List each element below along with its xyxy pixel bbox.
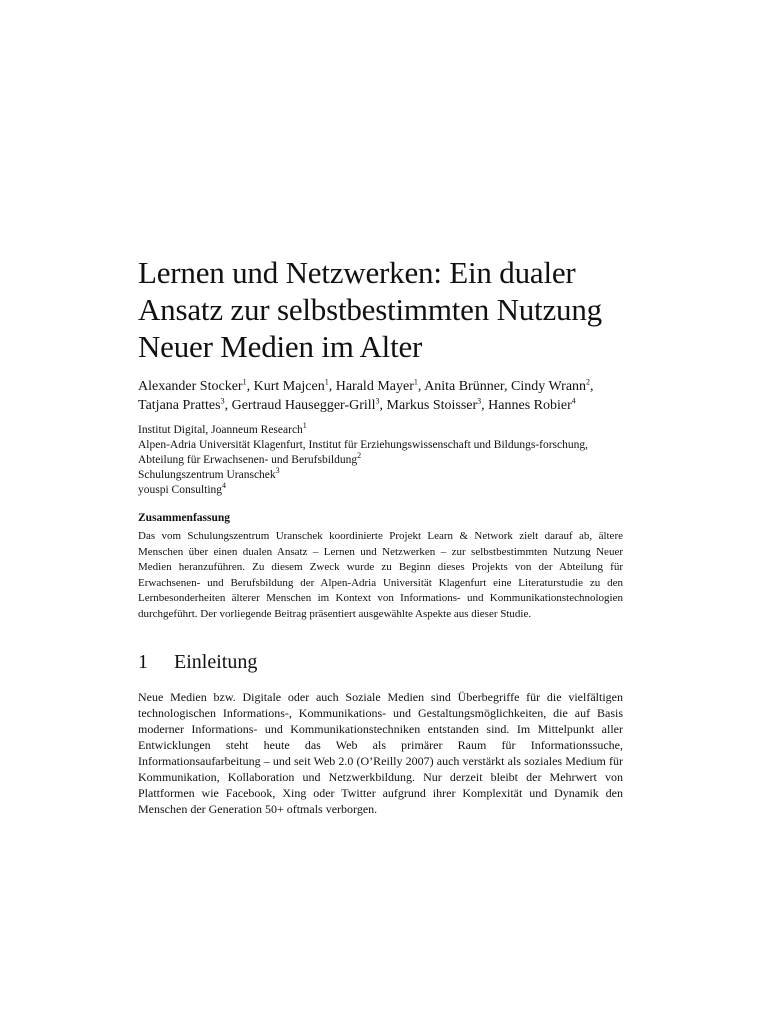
author-affiliation-marker: 1 xyxy=(324,377,329,387)
affiliation-marker: 3 xyxy=(275,466,280,476)
author-name: Kurt Majcen xyxy=(253,379,325,394)
author-name: Tatjana Prattes xyxy=(138,398,221,413)
author-separator: , xyxy=(379,398,387,413)
section-heading xyxy=(138,649,623,675)
author-affiliation-marker: 3 xyxy=(375,396,380,406)
author-list xyxy=(138,377,623,415)
affiliation-marker: 1 xyxy=(302,421,307,431)
author-name: Markus Stoisser xyxy=(386,398,478,413)
author-affiliation-marker: 1 xyxy=(242,377,247,387)
title-line: Neuer Medien im Alter xyxy=(138,329,423,364)
abstract-heading: Zusammenfassung xyxy=(138,512,231,524)
affiliation-text: Institut Digital, Joanneum Research xyxy=(138,424,303,436)
author-separator: , xyxy=(224,398,232,413)
affiliation xyxy=(138,438,623,468)
author-separator: , xyxy=(590,379,594,394)
section-body: Neue Medien bzw. Digitale oder auch Soziale Medien sind Überbegriffe für die vielfältigen technologischen Informations-, Kommunikations- und Gestaltungsmöglichkeiten, die auf Basis moderner Informations- und Kommunikationstechniken entstanden sind. Im Mittelpunkt aller Entwicklungen steht heute das Web als primärer Raum für Informationssuche, Informationsaufarbeitung – und seit Web 2.0 (O’Reilly 2007) auch verstärkt als soziales Medium für Kommunikation, Kollaboration und Netzwerkbildung. Nur derzeit bleibt der Mehrwert von Plattformen wie Facebook, Xing oder Twitter aufgrund ihrer Komplexität und Dynamik den Menschen der Generation 50+ oftmals verborgen. xyxy=(138,689,623,816)
affiliation-text: Alpen-Adria Universität Klagenfurt, Institut für Erziehungswissenschaft und Bildungs-forschung, Abteilung für Erwachsenen- und Berufsbildung xyxy=(138,439,588,466)
author-name: Hannes Robier xyxy=(488,398,572,413)
author-name: Anita Brünner, Cindy Wrann xyxy=(424,379,587,394)
abstract-body: Das vom Schulungszentrum Uranschek koordinierte Projekt Learn & Network zielt darauf ab, ältere Menschen über einen dualen Ansatz – Lernen und Netzwerken – zur selbstbestimmten Nutzung Neuer Medien heranzuführen. Zu diesem Zweck wurde zu Beginn dieses Projekts von der Abteilung für Erwachsenen- und Berufsbildung der Alpen-Adria Universität Klagenfurt eine Literaturstudie zu den Lernbesonderheiten älterer Menschen im Kontext von Informations- und Kommunikationstechnologien durchgeführt. Der vorliegende Beitrag präsentiert ausgewählte Aspekte aus dieser Studie. xyxy=(138,530,623,620)
author-affiliation-marker: 2 xyxy=(586,377,591,387)
author-name: Alexander Stocker xyxy=(138,379,243,394)
author-affiliation-marker: 4 xyxy=(571,396,576,406)
author-separator: , xyxy=(417,379,425,394)
paper-content xyxy=(138,254,623,817)
affiliation-text: Schulungszentrum Uranschek xyxy=(138,469,276,481)
affiliation xyxy=(138,483,623,498)
affiliation-text: youspi Consulting xyxy=(138,484,223,496)
title-line: Ansatz zur selbstbestimmten Nutzung xyxy=(138,292,602,327)
section-number: 1 xyxy=(138,650,148,673)
affiliation-marker: 2 xyxy=(357,451,362,461)
author-affiliation-marker: 3 xyxy=(220,396,225,406)
affiliation xyxy=(138,468,623,483)
author-affiliation-marker: 1 xyxy=(413,377,418,387)
affiliation xyxy=(138,423,623,438)
paper-title xyxy=(138,254,623,365)
author-name: Harald Mayer xyxy=(335,379,414,394)
section-title: Einleitung xyxy=(174,650,258,673)
author-affiliation-marker: 3 xyxy=(477,396,482,406)
title-line: Lernen und Netzwerken: Ein dualer xyxy=(138,255,576,290)
author-separator: , xyxy=(246,379,254,394)
affiliation-list xyxy=(138,423,623,498)
author-separator: , xyxy=(481,398,489,413)
author-separator: , xyxy=(328,379,336,394)
affiliation-marker: 4 xyxy=(222,481,227,491)
author-name: Gertraud Hausegger-Grill xyxy=(231,398,376,413)
